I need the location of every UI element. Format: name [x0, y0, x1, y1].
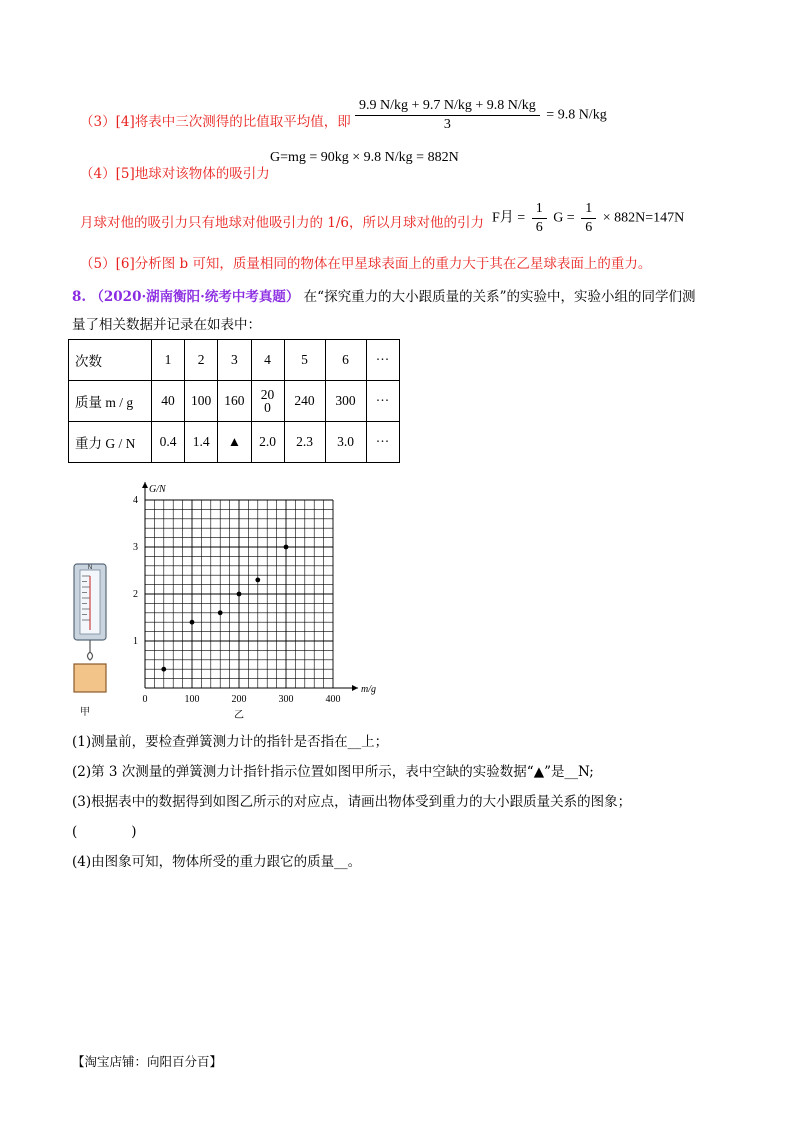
answer-line-5	[80, 211, 484, 231]
gravity-formula: G=mg = 90kg × 9.8 N/kg = 882N	[270, 150, 459, 165]
question-header	[72, 285, 695, 305]
subquestion-1: (1)测量前，要检查弹簧测力计的指针是否指在__上；	[72, 734, 389, 750]
subquestion-2: (2)第 3 次测量的弹簧测力计指针指示位置如图甲所示，表中空缺的实验数据“▲”是__N;	[72, 764, 594, 780]
chart-points	[161, 545, 288, 672]
moon-f2-num: 1	[581, 201, 596, 219]
x-tick-label: 300	[278, 694, 294, 705]
answer-line-3	[80, 110, 351, 130]
row-label-count: 次数	[69, 340, 152, 381]
table-cell: 5	[284, 340, 325, 381]
moon-f1-den: 6	[535, 220, 543, 235]
answer-line-4	[80, 162, 270, 182]
moon-formula-left: F月 =	[492, 210, 526, 226]
spring-scale-figure	[66, 560, 116, 710]
table-cell: ···	[366, 381, 399, 422]
figure-jia-caption: 甲	[80, 707, 90, 718]
table-row-mass	[69, 381, 400, 422]
table-row-weight	[69, 422, 400, 463]
table-cell: 100	[185, 381, 218, 422]
moon-formula-mid: G =	[553, 210, 575, 226]
data-point	[237, 592, 242, 597]
average-numerator: 9.9 N/kg + 9.7 N/kg + 9.8 N/kg	[355, 98, 540, 116]
gravity-mass-chart	[120, 470, 380, 720]
scale-unit-label: N	[87, 565, 93, 571]
data-table	[68, 339, 400, 463]
table-cell: 1.4	[185, 422, 218, 463]
table-cell: ···	[366, 340, 399, 381]
y-tick-label: 2	[133, 589, 138, 600]
table-cell: 1	[152, 340, 185, 381]
x-tick-label: 400	[325, 694, 341, 705]
table-cell: 2.3	[284, 422, 325, 463]
data-point	[218, 610, 223, 615]
table-cell: 240	[284, 381, 325, 422]
table-cell: 0.4	[152, 422, 185, 463]
table-cell: ···	[366, 422, 399, 463]
x-tick-label: 200	[231, 694, 247, 705]
table-cell: 20 0	[251, 381, 284, 422]
question-stem-2: 量了相关数据并记录在如表中：	[72, 317, 261, 333]
table-cell: 2	[185, 340, 218, 381]
data-point	[284, 545, 289, 550]
question-number: 8.	[72, 289, 87, 305]
moon-f2-den: 6	[585, 220, 593, 235]
table-cell: 6	[325, 340, 366, 381]
chart-ticks	[133, 495, 341, 720]
table-cell: 3.0	[325, 422, 366, 463]
average-fraction	[355, 98, 540, 133]
y-axis-label: G/N	[149, 484, 166, 495]
question-source: （2020·湖南衡阳·统考中考真题）	[90, 289, 300, 305]
y-axis-arrow	[142, 482, 148, 488]
moon-f1-num: 1	[532, 201, 547, 219]
y-tick-label: 3	[133, 542, 138, 553]
subquestion-4: (4)由图象可知，物体所受的重力跟它的质量__。	[72, 854, 362, 870]
data-point	[255, 578, 260, 583]
chart-axes	[142, 482, 376, 695]
table-cell: 300	[325, 381, 366, 422]
table-cell: 160	[218, 381, 251, 422]
footer-shop: 【淘宝店铺：向阳百分百】	[72, 1054, 223, 1069]
average-result: = 9.8 N/kg	[546, 107, 607, 123]
figure-yi-caption: 乙	[234, 710, 244, 720]
table-cell: 2.0	[251, 422, 284, 463]
table-cell: 3	[218, 340, 251, 381]
answer-3-text: （3）[4]将表中三次测得的比值取平均值，即	[80, 114, 351, 130]
data-point	[161, 667, 166, 672]
row-label-weight: 重力 G / N	[69, 422, 152, 463]
answer-5-text: 月球对他的吸引力只有地球对他吸引力的 1/6，所以月球对他的引力	[80, 215, 485, 231]
x-axis-label: m/g	[361, 684, 376, 695]
table-cell: 4	[251, 340, 284, 381]
moon-formula	[492, 201, 684, 236]
table-cell: 40	[152, 381, 185, 422]
table-row-count	[69, 340, 400, 381]
y-tick-label: 4	[133, 495, 138, 506]
question-stem-1: 在“探究重力的大小跟质量的关系”的实验中，实验小组的同学们测	[303, 289, 696, 305]
moon-fraction-1	[532, 201, 547, 236]
moon-fraction-2	[581, 201, 596, 236]
subquestion-3: (3)根据表中的数据得到如图乙所示的对应点，请画出物体受到重力的大小跟质量关系的图象；	[72, 794, 632, 810]
weight-block	[74, 664, 106, 692]
x-tick-label: 100	[184, 694, 200, 705]
subquestion-3-blank: ( )	[72, 824, 137, 840]
y-tick-label: 1	[133, 636, 138, 647]
moon-formula-right: × 882N=147N	[602, 210, 685, 226]
answer-line-6: （5）[6]分析图 b 可知，质量相同的物体在甲星球表面上的重力大于其在乙星球表面上的重力。	[80, 256, 652, 272]
scale-hook	[88, 652, 93, 660]
x-axis-arrow	[352, 685, 358, 691]
data-point	[190, 620, 195, 625]
table-cell-missing: ▲	[218, 422, 251, 463]
x-tick-label: 0	[142, 694, 148, 705]
average-denominator: 3	[443, 117, 451, 132]
average-formula	[352, 98, 607, 133]
row-label-mass: 质量 m / g	[69, 381, 152, 422]
answer-4-text: （4）[5]地球对该物体的吸引力	[80, 166, 270, 182]
